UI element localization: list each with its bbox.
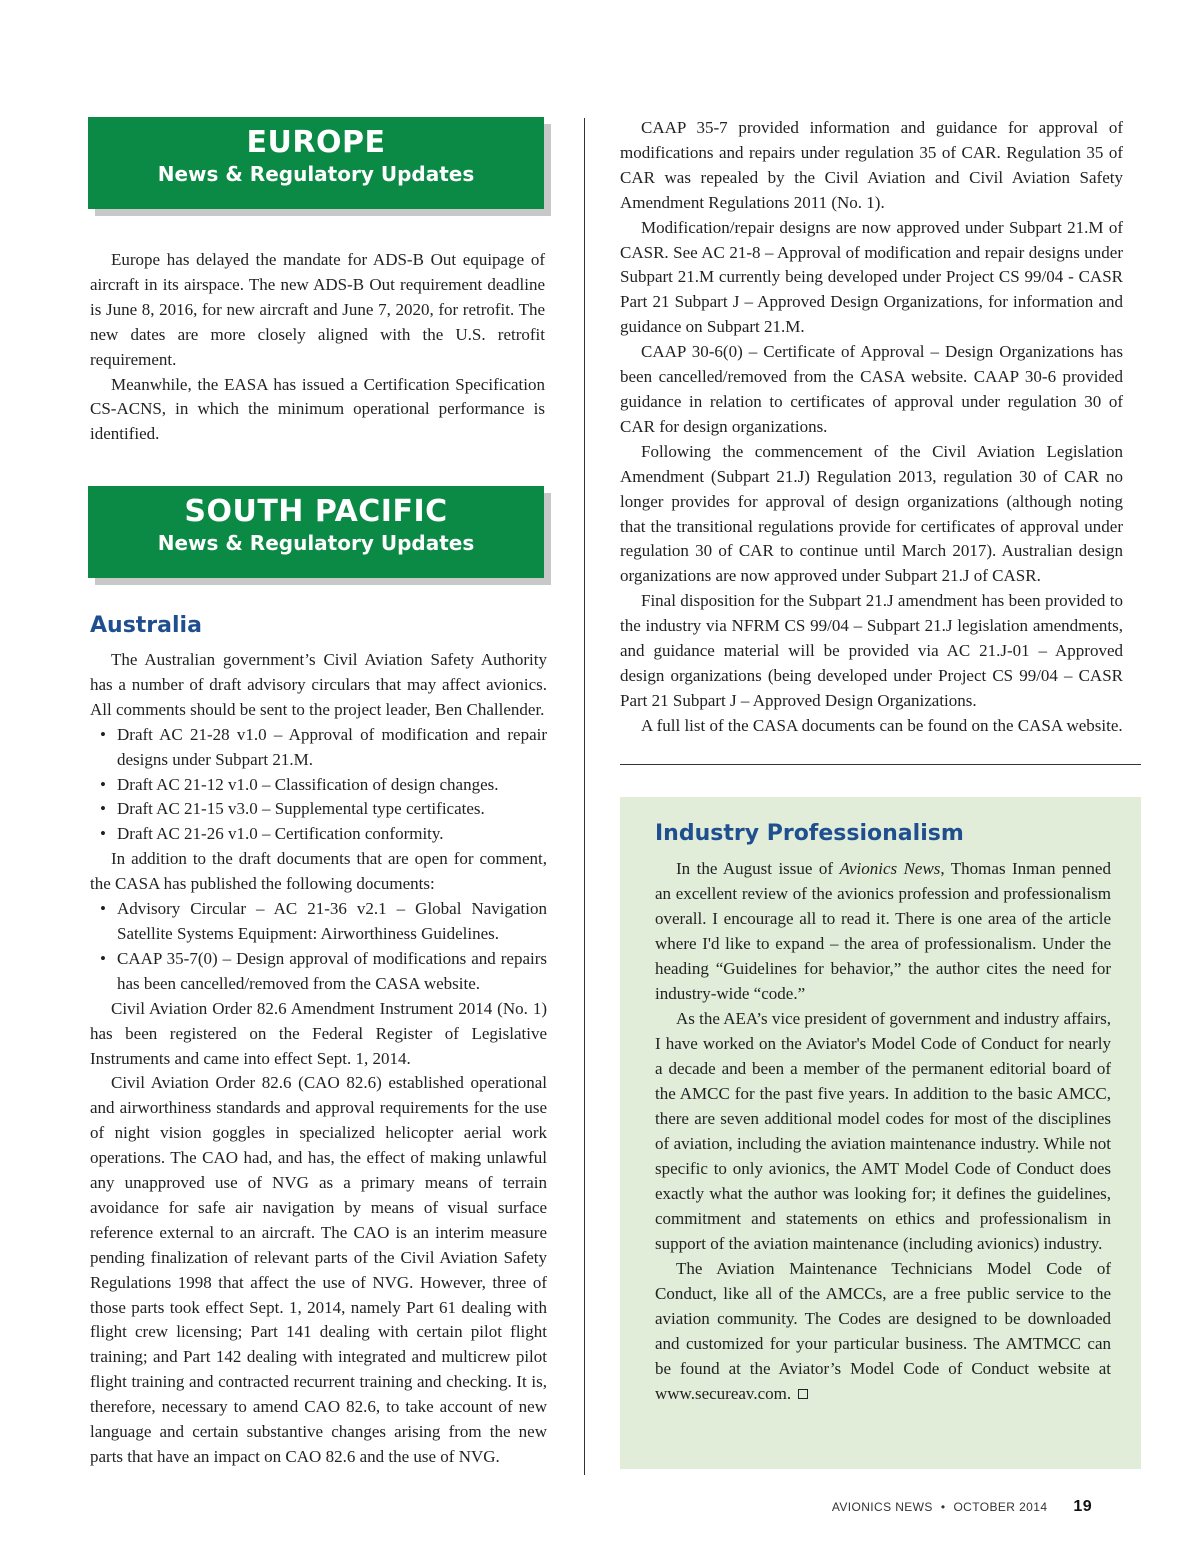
list-item: • Advisory Circular – AC 21-36 v2.1 – Global Navigation Satellite Systems Equipment: Airworthiness Guidelines. bbox=[90, 897, 547, 947]
publication-name: AVIONICS NEWS bbox=[831, 1500, 933, 1514]
published-intro: In addition to the draft documents that are open for comment, the CASA has published the following documents: bbox=[90, 849, 547, 894]
list-item: • Draft AC 21-12 v1.0 – Classification of design changes. bbox=[90, 773, 547, 798]
europe-banner-title: EUROPE bbox=[246, 125, 386, 160]
sidebar-paragraph bbox=[655, 856, 1111, 1006]
sidebar-p3-text: The Aviation Maintenance Technicians Model Code of Conduct, like all of the AMCCs, are a free public service to the aviation community. The Codes are designed to be downloaded and customized for your particular business. The AMTMCC can be found at the Aviator’s Model Code of Conduct website at www.secureav.com. bbox=[655, 1259, 1111, 1403]
end-mark-icon bbox=[798, 1389, 808, 1399]
europe-paragraph: Meanwhile, the EASA has issued a Certification Specification CS-ACNS, in which the minimum operational performance is identified. bbox=[90, 374, 545, 444]
sidebar-p1-rest: , Thomas Inman penned an excellent review of the avionics profession and professionalism overall. I encourage all to read it. There is one area of the article where I'd like to expand – the area of professionalism. Under the heading “Guidelines for behavior,” the author cites the need for industry-wide “code.” bbox=[655, 859, 1111, 1003]
footer-separator: • bbox=[940, 1500, 946, 1514]
article-paragraph: CAAP 35-7 provided information and guidance for approval of modifications and repairs under regulation 35 of CAR. Regulation 35 of CAR was repealed by the Civil Aviation and Civil Aviation Safety Amendment Regulations 2011 (No. 1). bbox=[620, 118, 1123, 212]
publication-title: Avionics News bbox=[839, 859, 941, 878]
australia-intro: The Australian government’s Civil Aviation Safety Authority has a number of draft advisory circulars that may affect avionics. All comments should be sent to the project leader, Ben Challender. bbox=[90, 650, 547, 719]
page-number: 19 bbox=[1073, 1498, 1092, 1515]
sidebar-heading: Industry Professionalism bbox=[655, 821, 964, 846]
australia-paragraph: Civil Aviation Order 82.6 (CAO 82.6) established operational and airworthiness standards and approval requirements for the use of night vision goggles in specialized helicopter aerial work operations. The CAO had, and has, the effect of making unlawful any unapproved use of NVG as a primary means of terrain avoidance for safe air navigation by means of visual surface reference external to an aircraft. The CAO is an interim measure pending finalization of relevant parts of the Civil Aviation Safety Regulations 1998 that affect the use of NVG. However, three of those parts took effect Sept. 1, 2014, namely Part 61 dealing with flight crew licensing; Part 141 dealing with certain pilot flight training; and Part 142 dealing with integrated and multicrew pilot flight training and contracted recurrent training and checking. It is, therefore, necessary to amend CAO 82.6, to take account of new language and certain substantive changes arising from the new parts that have an impact on CAO 82.6 and the use of NVG. bbox=[90, 1073, 547, 1466]
australia-paragraph: Civil Aviation Order 82.6 Amendment Instrument 2014 (No. 1) has been registered on the Federal Register of Legislative Instruments and came into effect Sept. 1, 2014. bbox=[90, 998, 547, 1068]
article-paragraph: CAAP 30-6(0) – Certificate of Approval – Design Organizations has been cancelled/removed from the CASA website. CAAP 30-6 provided guidance in relation to certificates of approval under regulation 30 of CAR for design organizations. bbox=[620, 342, 1123, 436]
article-paragraph: A full list of the CASA documents can be found on the CASA website. bbox=[641, 715, 1123, 735]
south-pacific-banner-title: SOUTH PACIFIC bbox=[184, 494, 448, 529]
issue-date: OCTOBER 2014 bbox=[953, 1500, 1048, 1514]
list-item: • Draft AC 21-15 v3.0 – Supplemental type certificates. bbox=[90, 797, 547, 822]
page-footer bbox=[832, 1498, 1092, 1516]
sidebar-paragraph: As the AEA’s vice president of government and industry affairs, I have worked on the Aviator's Model Code of Conduct for nearly a decade and been a member of the permanent editorial board of the AMCC for the past five years. In addition to the basic AMCC, there are seven additional model codes for most of the disciplines of aviation, including the aviation maintenance industry. While not specific to only avionics, the AMT Model Code of Conduct does exactly what the author was looking for; it defines the guidelines, commitment and statements on ethics and professionalism in support of the aviation maintenance (including avionics) industry. bbox=[655, 1009, 1111, 1253]
sidebar-p1-lead: In the August issue of bbox=[676, 859, 840, 878]
section-divider bbox=[620, 764, 1141, 765]
list-item: • CAAP 35-7(0) – Design approval of modifications and repairs has been cancelled/removed from the CASA website. bbox=[90, 947, 547, 997]
sidebar-paragraph bbox=[655, 1256, 1111, 1406]
article-paragraph: Following the commencement of the Civil Aviation Legislation Amendment (Subpart 21.J) Regulation 2013, regulation 30 of CAR no longer provides for approval of design organizations (although noting that the transitional regulations provide for certificates of approval under regulation 30 of CAR to continue until March 2017). Australian design organizations are now approved under Subpart 21.J of CASR. bbox=[620, 441, 1123, 586]
draft-documents-list bbox=[90, 723, 547, 848]
europe-paragraph: Europe has delayed the mandate for ADS-B Out equipage of aircraft in its airspace. The new ADS-B Out requirement deadline is June 8, 2016, for new aircraft and June 7, 2020, for retrofit. The new dates are more closely aligned with the U.S. retrofit requirement. bbox=[90, 250, 545, 369]
list-item: • Draft AC 21-26 v1.0 – Certification conformity. bbox=[90, 822, 547, 847]
right-column-article bbox=[620, 116, 1123, 739]
article-paragraph: Final disposition for the Subpart 21.J amendment has been provided to the industry via NFRM CS 99/04 – Subpart 21.J legislation amendments, and guidance material will be provided via AC 21.J-01 – Approved design organizations (being developed under Project CS 99/04 – CASR Part 21 Subpart J – Approved Design Organizations. bbox=[620, 591, 1123, 710]
published-documents-list bbox=[90, 897, 547, 997]
europe-banner-subtitle: News & Regulatory Updates bbox=[157, 162, 475, 186]
south-pacific-banner bbox=[88, 486, 544, 578]
south-pacific-banner-subtitle: News & Regulatory Updates bbox=[157, 531, 475, 555]
article-paragraph: Modification/repair designs are now approved under Subpart 21.M of CASR. See AC 21-8 – Approval of modification and repair designs under Subpart 21.M currently being developed under Project CS 99/04 - CASR Part 21 Subpart J – Approved Design Organizations, for information and guidance on Subpart 21.M. bbox=[620, 217, 1123, 337]
australia-section bbox=[90, 613, 547, 1470]
australia-heading: Australia bbox=[90, 613, 202, 638]
industry-professionalism-sidebar bbox=[620, 797, 1141, 1469]
europe-banner bbox=[88, 117, 544, 209]
europe-article bbox=[90, 248, 545, 447]
list-item: • Draft AC 21-28 v1.0 – Approval of modification and repair designs under Subpart 21.M. bbox=[90, 723, 547, 773]
column-divider bbox=[584, 118, 585, 1475]
